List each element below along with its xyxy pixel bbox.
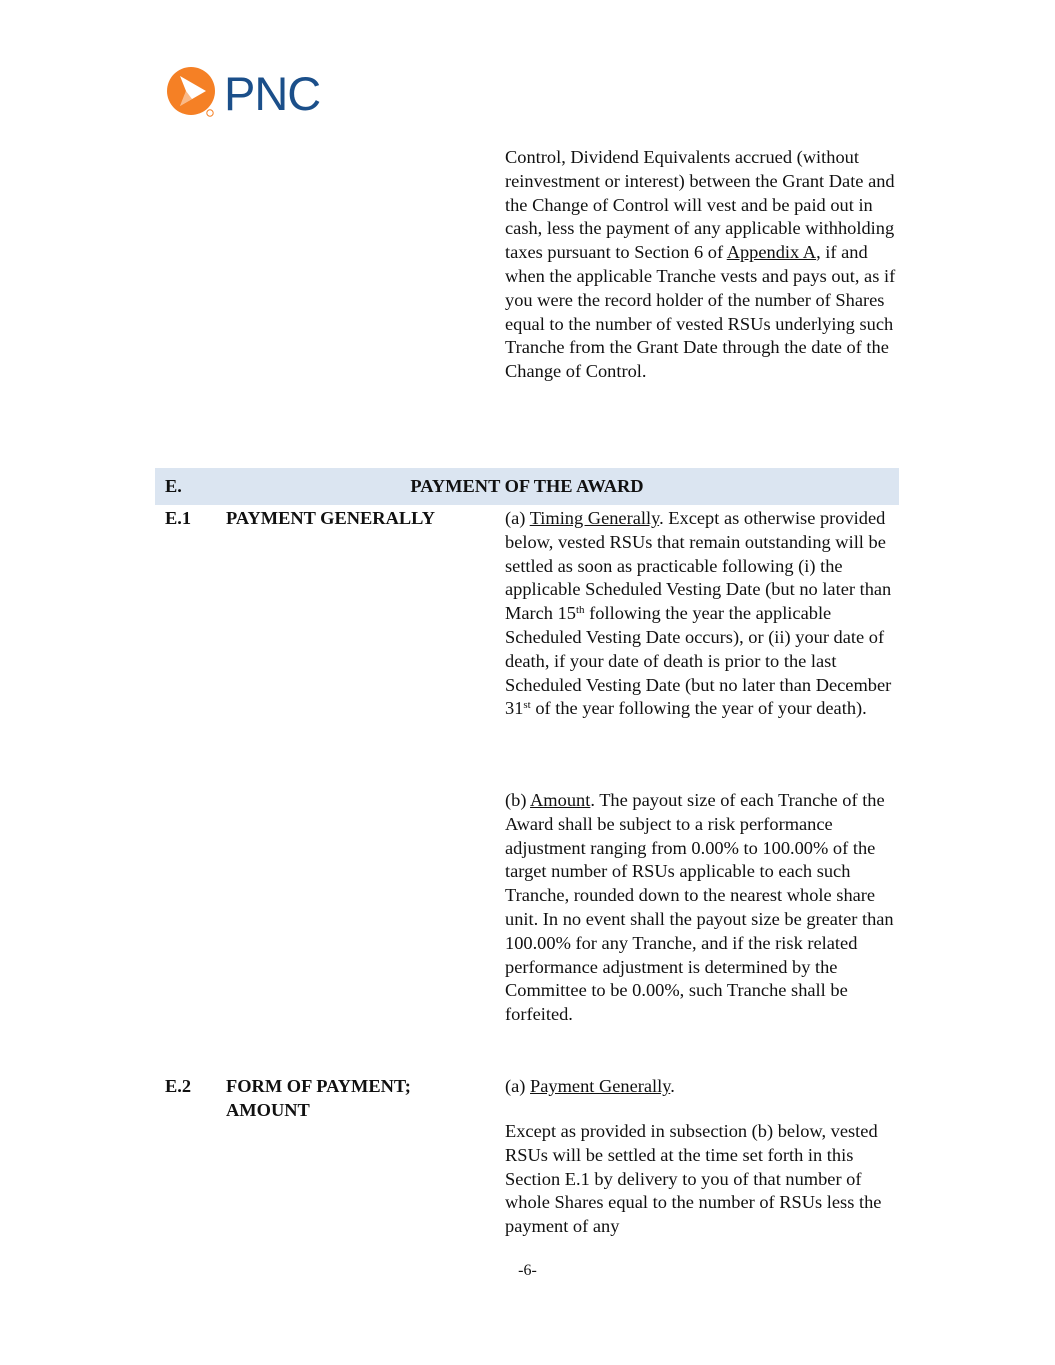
e1-heading: PAYMENT GENERALLY xyxy=(226,508,435,528)
pnc-logo-mark-icon xyxy=(166,66,220,120)
amount-title: Amount xyxy=(530,790,591,810)
appendix-a-link: Appendix A xyxy=(726,242,817,263)
section-title: PAYMENT OF THE AWARD xyxy=(410,476,644,496)
page-number: -6- xyxy=(518,1262,537,1279)
timing-generally-title: Timing Generally xyxy=(529,508,660,528)
e1-paragraph-a: (a) Timing Generally. Except as otherwise provided below, vested RSUs that remain outstanding will be settled as soon as practicable following (i) the applicable Scheduled Vesting Date (but no later than March 15th following the year the applicable Scheduled Vesting Date occurs), or (ii) your date of death, if your date of death is prior to the last Scheduled Vesting Date (but no later than December 31st of the year following the year of your death). xyxy=(505,508,892,719)
section-letter: E. xyxy=(165,476,182,496)
top-paragraph: Control, Dividend Equivalents accrued (without reinvestment or interest) between the Grant Date and the Change of Control will vest and be paid out in cash, less the payment of any applicable withholding taxes pursuant to Section 6 of Appendix A, if and when the applicable Tranche vests and pays out, as if you were the record holder of the number of Shares equal to the number of vested RSUs underlying such Tranche from the Grant Date through the date of the Change of Control. xyxy=(505,147,896,382)
section-header-bar xyxy=(155,468,899,505)
pnc-logo xyxy=(166,66,320,120)
e2-number: E.2 xyxy=(165,1076,192,1096)
e1-number: E.1 xyxy=(165,508,192,528)
e2-heading: FORM OF PAYMENT; AMOUNT xyxy=(226,1076,411,1120)
logo-text: PNC xyxy=(224,66,321,120)
e2-body-paragraph: Except as provided in subsection (b) below, vested RSUs will be settled at the time set forth in this Section E.1 by delivery to you of that number of whole Shares equal to the number of RSUs less the payment of any xyxy=(505,1121,882,1237)
e2-paragraph-a: (a) Payment Generally. xyxy=(505,1076,675,1096)
payment-generally-title: Payment Generally xyxy=(530,1076,671,1096)
e1-paragraph-b: (b) Amount. The payout size of each Tranche of the Award shall be subject to a risk performance adjustment ranging from 0.00% to 100.00% of the target number of RSUs applicable to each such Tranche, rounded down to the nearest whole share unit. In no event shall the payout size be greater than 100.00% for any Tranche, and if the risk related performance adjustment is determined by the Committee to be 0.00%, such Tranche shall be forfeited. xyxy=(505,790,894,1025)
